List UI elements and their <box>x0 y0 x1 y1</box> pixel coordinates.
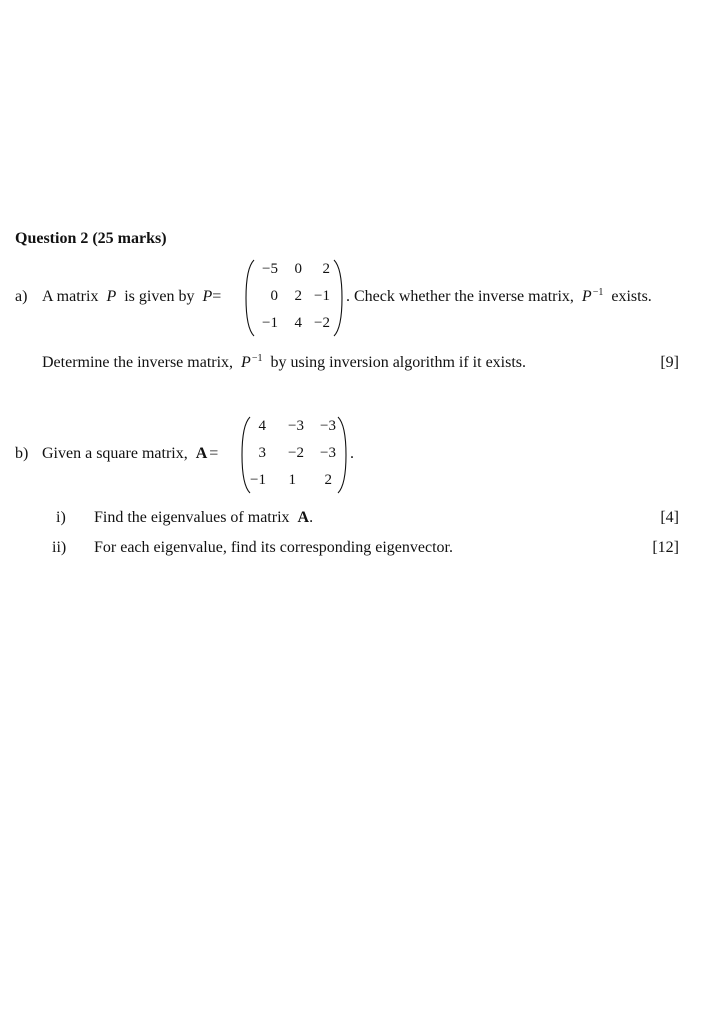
part-a-line2-tail: by using inversion algorithm if it exists. <box>270 354 527 371</box>
part-b-lead <box>42 445 218 463</box>
part-a-lead <box>42 288 221 306</box>
part-b-equals: = <box>209 445 219 462</box>
matrix-p-cell: 2 <box>322 261 330 277</box>
part-a-inv-var: P <box>581 288 592 305</box>
matrix-a-cell: −3 <box>320 445 336 461</box>
matrix-a-cell: −2 <box>288 445 304 461</box>
part-a-equals: = <box>212 288 222 305</box>
matrix-a-right-paren <box>336 415 348 495</box>
part-a-given-by: is given by <box>124 288 195 305</box>
part-a-exists: exists. <box>611 288 652 305</box>
matrix-p-cell: −1 <box>314 288 330 304</box>
matrix-p <box>244 258 344 338</box>
matrix-a-cell: 1 <box>288 472 296 488</box>
part-b-period: . <box>350 445 354 462</box>
matrix-p-cell: 2 <box>294 288 302 304</box>
part-b-item-marks: [4] <box>660 509 679 526</box>
matrix-p-left-paren <box>244 258 256 338</box>
matrix-p-cell: 4 <box>294 315 302 331</box>
part-a-matrix-name: P <box>202 288 213 305</box>
part-a-line2-lead: Determine the inverse matrix, <box>42 354 234 371</box>
part-b-item-marks: [12] <box>652 539 679 556</box>
part-a-check-text: . Check whether the inverse matrix, <box>346 288 574 305</box>
part-b-matrix-name: A <box>195 445 208 462</box>
part-a-line2 <box>42 354 526 372</box>
part-a-label: a) <box>15 288 28 305</box>
matrix-a-cell: 2 <box>324 472 332 488</box>
matrix-a-cell: 3 <box>258 445 266 461</box>
matrix-p-right-paren <box>332 258 344 338</box>
matrix-p-cell: −5 <box>262 261 278 277</box>
part-b-item-text <box>94 509 313 527</box>
part-a-inv-sup: −1 <box>592 287 604 298</box>
part-a-line2-sup: −1 <box>251 353 263 364</box>
matrix-p-cell: −1 <box>262 315 278 331</box>
part-a-var: P <box>106 288 117 305</box>
part-b-item-num: i) <box>56 509 66 526</box>
matrix-a <box>240 415 348 495</box>
matrix-a-cell: −3 <box>288 418 304 434</box>
matrix-a-cell: −1 <box>250 472 266 488</box>
part-a-lead-text: A matrix <box>42 288 99 305</box>
matrix-a-cell: −3 <box>320 418 336 434</box>
matrix-a-cell: 4 <box>258 418 266 434</box>
question-title: Question 2 (25 marks) <box>15 230 167 247</box>
part-b-label: b) <box>15 445 29 462</box>
part-b-item-num: ii) <box>52 539 67 556</box>
part-b-item-bold: A <box>297 509 310 526</box>
matrix-p-cell: 0 <box>270 288 278 304</box>
part-a-after-matrix <box>346 288 652 306</box>
matrix-p-cell: −2 <box>314 315 330 331</box>
matrix-p-cell: 0 <box>294 261 302 277</box>
part-b-item-end: . <box>309 509 314 526</box>
part-a-line2-var: P <box>241 354 251 371</box>
part-b-item-text: For each eigenvalue, find its corresponding eigenvector. <box>94 539 453 556</box>
part-b-item-text-main: Find the eigenvalues of matrix <box>94 509 290 526</box>
part-b-lead-text: Given a square matrix, <box>42 445 188 462</box>
part-a-marks: [9] <box>660 354 679 371</box>
